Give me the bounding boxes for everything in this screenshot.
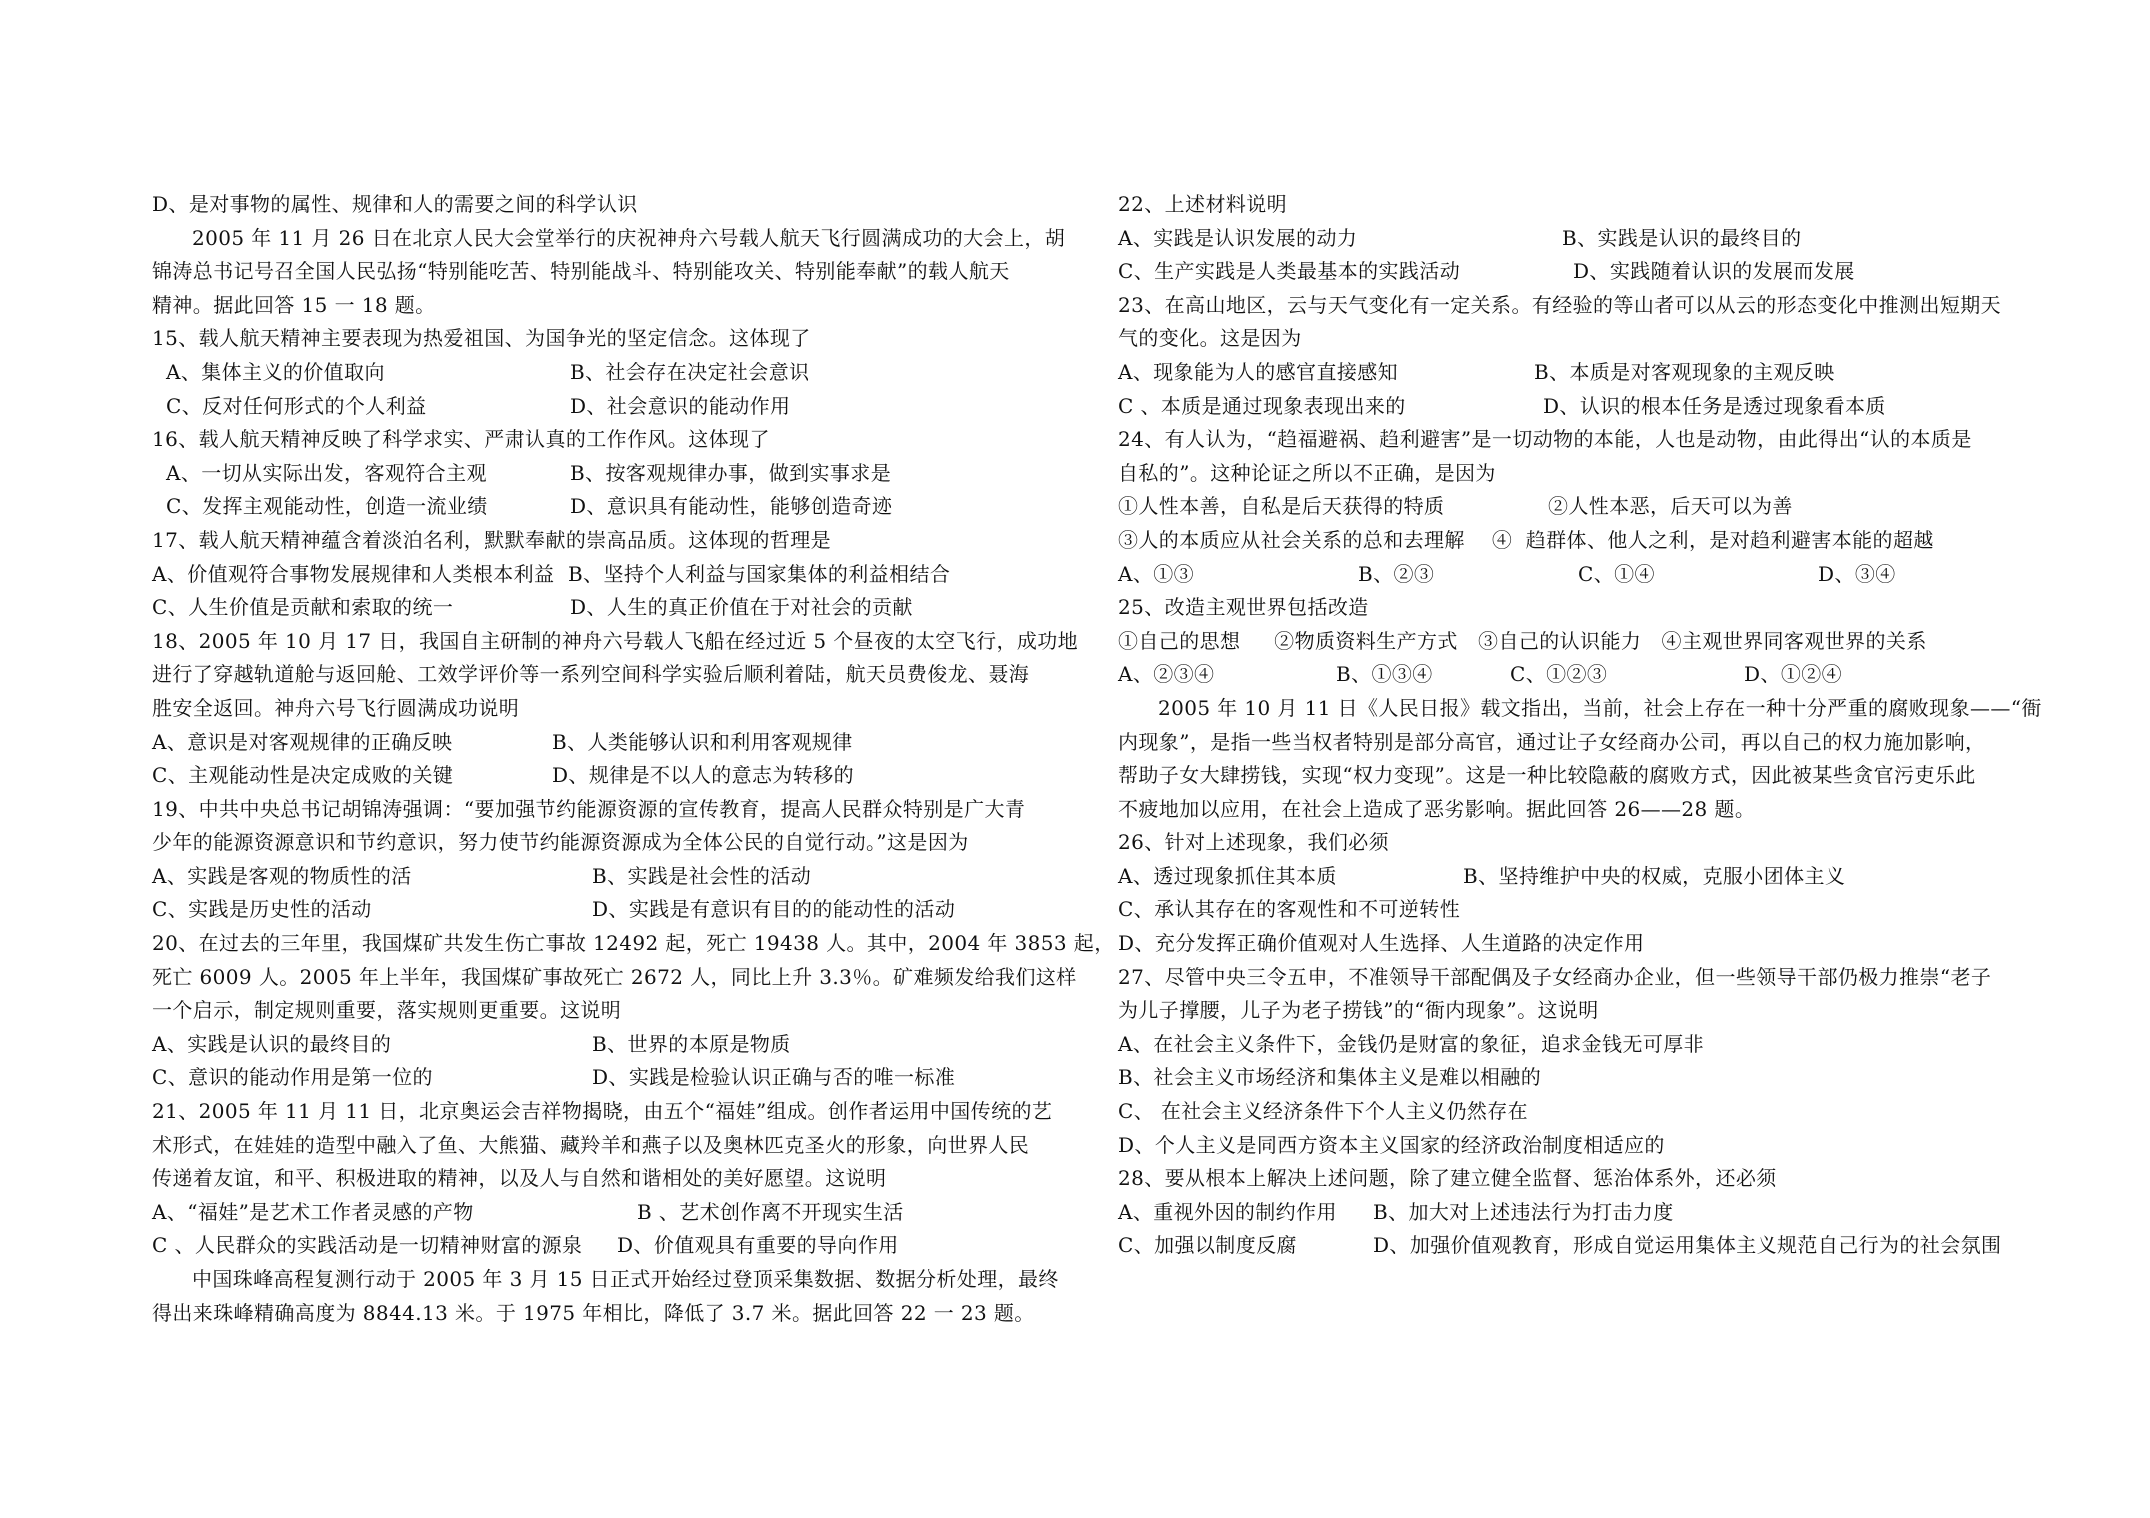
passage-everest-paragraph: 中国珠峰高程复测行动于 2005 年 3 月 15 日正式开始经过登顶采集数据、数据分析处理，最终 <box>192 1267 1059 1291</box>
q25-option-b: B、①③④ <box>1336 662 1433 687</box>
left-column <box>152 188 1115 1330</box>
q24-option-a: A、①③ <box>1118 561 1195 586</box>
q28-option-a: A、重视外因的制约作用 <box>1118 1199 1337 1224</box>
q15-option-a: A、集体主义的价值取向 <box>166 359 385 384</box>
question-21-line: 传递着友谊，和平、积极进取的精神，以及人与自然和谐相处的美好愿望。这说明 <box>152 1166 887 1191</box>
question-21: 21、2005 年 11 月 11 日，北京奥运会吉祥物揭晓，由五个“福娃”组成。创作者运用中国传统的艺 <box>152 1099 1053 1124</box>
q15-option-b: B、社会存在决定社会意识 <box>570 359 810 384</box>
q18-option-b: B、人类能够认识和利用客观规律 <box>552 729 853 754</box>
q26-option-b: B、坚持维护中央的权威，克服小团体主义 <box>1463 863 1846 888</box>
question-23: 23、在高山地区，云与天气变化有一定关系。有经验的等山者可以从云的形态变化中推测出短期天 <box>1118 292 2002 317</box>
q17-option-c: C、人生价值是贡献和索取的统一 <box>152 595 454 620</box>
q21-options-row1 <box>152 1196 1067 1230</box>
passage-shenzhou-paragraph: 2005 年 11 月 26 日在北京人民大会堂举行的庆祝神舟六号载人航天飞行圆满成功的大会上，胡 <box>192 225 1066 250</box>
q19-options-row1 <box>152 860 1067 894</box>
question-21-line: 术形式，在娃娃的造型中融入了鱼、大熊猫、藏羚羊和燕子以及奥林匹克圣火的形象，向世界人民 <box>152 1132 1030 1157</box>
q24-statements-row2: ③人的本质应从社会关系的总和去理解 ④ 趋群体、他人之利，是对趋利避害本能的超越 <box>1118 527 1934 552</box>
q16-option-c: C、发挥主观能动性，创造一流业绩 <box>166 494 488 519</box>
q20-options-row2 <box>152 1061 1067 1095</box>
question-15: 15、载人航天精神主要表现为热爱祖国、为国争光的坚定信念。这体现了 <box>152 326 811 351</box>
q15-options-row2 <box>152 390 1067 424</box>
q19-options-row2 <box>152 893 1067 927</box>
q22-option-b: B、实践是认识的最终目的 <box>1562 225 1802 250</box>
q24-statements-row1 <box>1118 490 2026 524</box>
q22-options-row2 <box>1118 255 2026 289</box>
q18-option-a: A、意识是对客观规律的正确反映 <box>152 729 453 754</box>
q28-option-b: B、加大对上述违法行为打击力度 <box>1373 1199 1674 1224</box>
q28-options-row1 <box>1118 1196 2026 1230</box>
q19-option-d: D、实践是有意识有目的的能动性的活动 <box>592 897 956 922</box>
q20-option-a: A、实践是认识的最终目的 <box>152 1031 392 1056</box>
q22-option-a: A、实践是认识发展的动力 <box>1118 225 1358 250</box>
question-27: 27、尽管中央三令五申，不准领导干部配偶及子女经商办企业，但一些领导干部仍极力推崇“老子 <box>1118 964 1992 989</box>
q15-options-row1 <box>152 356 1067 390</box>
q27-option-b: B、社会主义市场经济和集体主义是难以相融的 <box>1118 1065 1542 1090</box>
q23-options-row2 <box>1118 390 2026 424</box>
q24-option-b: B、②③ <box>1358 561 1435 586</box>
q26-option-d: D、充分发挥正确价值观对人生选择、人生道路的决定作用 <box>1118 931 1645 956</box>
q18-option-c: C、主观能动性是决定成败的关键 <box>152 763 454 788</box>
q21-option-c: C 、人民群众的实践活动是一切精神财富的源泉 <box>152 1233 583 1258</box>
q28-options-row2 <box>1118 1229 2026 1263</box>
question-22: 22、上述材料说明 <box>1118 192 1288 216</box>
q18-options-row1 <box>152 726 1067 760</box>
q16-option-b: B、按客观规律办事，做到实事求是 <box>570 460 892 485</box>
q16-option-a: A、一切从实际出发，客观符合主观 <box>166 460 487 485</box>
question-16: 16、载人航天精神反映了科学求实、严肃认真的工作作风。这体现了 <box>152 427 770 452</box>
q25-option-c: C、①②③ <box>1510 662 1608 687</box>
q18-options-row2 <box>152 759 1067 793</box>
q23-option-b: B、本质是对客观现象的主观反映 <box>1534 359 1835 384</box>
q22-options-row1 <box>1118 222 2026 256</box>
q26-options-row1 <box>1118 860 2026 894</box>
question-28: 28、要从根本上解决上述问题，除了建立健全监督、惩治体系外，还必须 <box>1118 1166 1777 1191</box>
question-23-line: 气的变化。这是因为 <box>1118 326 1302 351</box>
passage-line: 得出来珠峰精确高度为 8844.13 米。于 1975 年相比，降低了 3.7 米。据此回答 22 一 23 题。 <box>152 1300 1035 1325</box>
q15-option-d: D、社会意识的能动作用 <box>570 393 791 418</box>
q27-option-a: A、在社会主义条件下，金钱仍是财富的象征，追求金钱无可厚非 <box>1118 1031 1705 1056</box>
q18-option-d: D、规律是不以人的意志为转移的 <box>552 763 855 788</box>
passage-line: 锦涛总书记号召全国人民弘扬“特别能吃苦、特别能战斗、特别能攻关、特别能奉献”的载人航天 <box>152 259 1010 284</box>
q19-option-b: B、实践是社会性的活动 <box>592 863 812 888</box>
q25-option-a: A、②③④ <box>1118 662 1215 687</box>
passage-line: 内现象”，是指一些当权者特别是部分高官，通过让子女经商办公司，再以自己的权力施加影响， <box>1118 729 1986 754</box>
q20-option-d: D、实践是检验认识正确与否的唯一标准 <box>592 1065 956 1090</box>
question-18-line: 胜安全返回。神舟六号飞行圆满成功说明 <box>152 695 520 720</box>
right-column <box>1118 188 2042 1263</box>
q24-option-d: D、③④ <box>1818 561 1896 586</box>
question-20-line: 一个启示，制定规则重要，落实规则更重要。这说明 <box>152 998 622 1023</box>
q16-options-row2 <box>152 490 1067 524</box>
q27-option-d: D、个人主义是同西方资本主义国家的经济政治制度相适应的 <box>1118 1132 1665 1157</box>
q27-option-c: C、 在社会主义经济条件下个人主义仍然存在 <box>1118 1099 1529 1124</box>
question-17: 17、载人航天精神蕴含着淡泊名利，默默奉献的崇高品质。这体现的哲理是 <box>152 527 832 552</box>
q14-option-d: D、是对事物的属性、规律和人的需要之间的科学认识 <box>152 192 638 216</box>
q21-option-a: A、“福娃”是艺术工作者灵感的产物 <box>152 1199 474 1224</box>
q16-options-row1 <box>152 457 1067 491</box>
q25-options <box>1118 658 2026 692</box>
q28-option-c: C、加强以制度反腐 <box>1118 1233 1297 1258</box>
question-18: 18、2005 年 10 月 17 日，我国自主研制的神舟六号载人飞船在经过近 5 个昼夜的太空飞行，成功地 <box>152 628 1079 653</box>
q20-option-c: C、意识的能动作用是第一位的 <box>152 1065 433 1090</box>
passage-yanei-paragraph: 2005 年 10 月 11 日《人民日报》载文指出，当前，社会上存在一种十分严重的腐败现象——“衙 <box>1158 695 2042 720</box>
q22-option-d: D、实践随着认识的发展而发展 <box>1573 259 1855 284</box>
question-25: 25、改造主观世界包括改造 <box>1118 595 1369 620</box>
q17-option-d: D、人生的真正价值在于对社会的贡献 <box>570 595 913 620</box>
q25-statements: ①自己的思想 ②物质资料生产方式 ③自己的认识能力 ④主观世界同客观世界的关系 <box>1118 628 1927 653</box>
q24-option-c: C、①④ <box>1578 561 1655 586</box>
q23-option-d: D、认识的根本任务是透过现象看本质 <box>1543 393 1886 418</box>
q26-option-c: C、承认其存在的客观性和不可逆转性 <box>1118 897 1461 922</box>
q16-option-d: D、意识具有能动性，能够创造奇迹 <box>570 494 893 519</box>
question-19: 19、中共中央总书记胡锦涛强调：“要加强节约能源资源的宣传教育，提高人民群众特别是广大青 <box>152 796 1026 821</box>
q25-option-d: D、①②④ <box>1744 662 1843 687</box>
q23-option-a: A、现象能为人的感官直接感知 <box>1118 359 1399 384</box>
passage-line: 精神。据此回答 15 一 18 题。 <box>152 292 436 317</box>
q26-option-a: A、透过现象抓住其本质 <box>1118 863 1337 888</box>
q28-option-d: D、加强价值观教育，形成自觉运用集体主义规范自己行为的社会氛围 <box>1373 1233 2002 1258</box>
q24-statement-2: ②人性本恶，后天可以为善 <box>1548 494 1793 519</box>
q17-options-ab: A、价值观符合事物发展规律和人类根本利益 B、坚持个人利益与国家集体的利益相结合 <box>152 561 951 586</box>
q17-options-row2 <box>152 591 1067 625</box>
question-24-line: 自私的”。这种论证之所以不正确，是因为 <box>1118 460 1496 485</box>
question-20: 20、在过去的三年里，我国煤矿共发生伤亡事故 12492 起，死亡 19438 人。其中，2004 年 3853 起， <box>152 931 1115 956</box>
question-24: 24、有人认为，“趋福避祸、趋利避害”是一切动物的本能，人也是动物，由此得出“认的本质是 <box>1118 427 1972 452</box>
q20-options-row1 <box>152 1028 1067 1062</box>
q19-option-a: A、实践是客观的物质性的活 <box>152 863 412 888</box>
q19-option-c: C、实践是历史性的活动 <box>152 897 372 922</box>
q24-statement-1: ①人性本善，自私是后天获得的特质 <box>1118 494 1445 519</box>
question-18-line: 进行了穿越轨道舱与返回舱、工效学评价等一系列空间科学实验后顺利着陆，航天员费俊龙、聂海 <box>152 662 1030 687</box>
passage-line: 帮助子女大肆捞钱，实现“权力变现”。这是一种比较隐蔽的腐败方式，因此被某些贪官污吏乐此 <box>1118 763 1976 788</box>
q21-options-row2 <box>152 1229 1067 1263</box>
q21-option-d: D、价值观具有重要的导向作用 <box>617 1233 899 1258</box>
q24-options <box>1118 558 2026 592</box>
q23-option-c: C 、本质是通过现象表现出来的 <box>1118 393 1406 418</box>
question-20-line: 死亡 6009 人。2005 年上半年，我国煤矿事故死亡 2672 人，同比上升 3.3％。矿难频发给我们这样 <box>152 964 1077 989</box>
question-27-line: 为儿子撑腰，儿子为老子捞钱”的“衙内现象”。这说明 <box>1118 998 1599 1023</box>
q20-option-b: B、世界的本原是物质 <box>592 1031 791 1056</box>
q22-option-c: C、生产实践是人类最基本的实践活动 <box>1118 259 1461 284</box>
question-19-line: 少年的能源资源意识和节约意识，努力使节约能源资源成为全体公民的自觉行动。”这是因为 <box>152 830 969 855</box>
question-26: 26、针对上述现象，我们必须 <box>1118 830 1390 855</box>
q23-options-row1 <box>1118 356 2026 390</box>
q21-option-b: B 、艺术创作离不开现实生活 <box>637 1199 904 1224</box>
passage-line: 不疲地加以应用，在社会上造成了恶劣影响。据此回答 26——28 题。 <box>1118 796 1756 821</box>
q15-option-c: C、反对任何形式的个人利益 <box>166 393 427 418</box>
